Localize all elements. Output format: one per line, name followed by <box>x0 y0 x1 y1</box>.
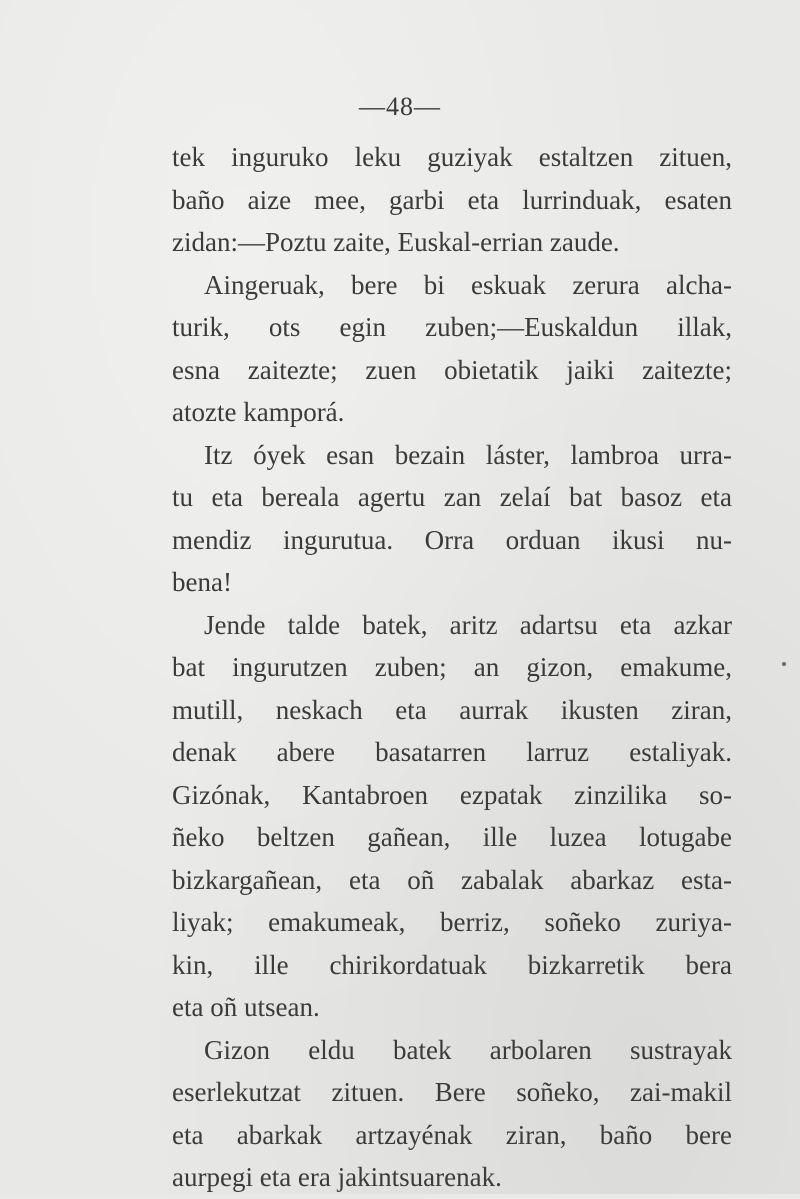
text-line: atozte kamporá. <box>172 397 345 427</box>
text-line: tek inguruko leku guziyak estaltzen zituen, <box>172 142 732 172</box>
text-line: turik, ots egin zuben;—Euskaldun illak, <box>172 312 732 342</box>
text-line: Itz óyek esan bezain láster, lambroa urra- <box>204 439 732 470</box>
text-line: Jende talde batek, aritz adartsu eta azkar <box>204 609 732 640</box>
body-text <box>172 136 732 1199</box>
paper-speck <box>782 662 786 666</box>
text-line: aurpegi eta era jakintsuarenak. <box>172 1162 502 1192</box>
text-line: Aingeruak, bere bi eskuak zerura alcha- <box>204 269 732 300</box>
text-line: ñeko beltzen gañean, ille luzea lotugabe <box>172 822 732 852</box>
text-line: baño aize mee, garbi eta lurrinduak, esaten <box>172 184 732 215</box>
text-line: bena! <box>172 567 232 597</box>
text-line: tu eta bereala agertu zan zelaí bat basoz eta <box>172 482 732 512</box>
text-line: liyak; emakumeak, berriz, soñeko zuriya- <box>172 907 732 937</box>
text-line: eta oñ utsean. <box>172 992 320 1022</box>
text-line: eta abarkak artzayénak ziran, baño bere <box>172 1119 732 1150</box>
page-number: —48— <box>359 92 441 121</box>
text-line: esna zaitezte; zuen obietatik jaiki zaitezte; <box>172 354 732 385</box>
text-line: mendiz ingurutua. Orra orduan ikusi nu- <box>172 524 732 555</box>
text-line: kin, ille chirikordatuak bizkarretik bera <box>172 949 732 980</box>
text-line: Gizónak, Kantabroen ezpatak zinzilika so- <box>172 779 732 810</box>
text-line: bizkargañean, eta oñ zabalak abarkaz esta- <box>172 864 732 895</box>
text-line: zidan:—Poztu zaite, Euskal-errian zaude. <box>172 227 620 257</box>
text-line: Gizon eldu batek arbolaren sustrayak <box>204 1034 732 1065</box>
text-line: denak abere basatarren larruz estaliyak. <box>172 737 732 767</box>
text-line: mutill, neskach eta aurrak ikusten ziran, <box>172 694 732 725</box>
text-line: eserlekutzat zituen. Bere soñeko, zai-makil <box>172 1077 732 1107</box>
text-line: bat ingurutzen zuben; an gizon, emakume, <box>172 652 732 682</box>
